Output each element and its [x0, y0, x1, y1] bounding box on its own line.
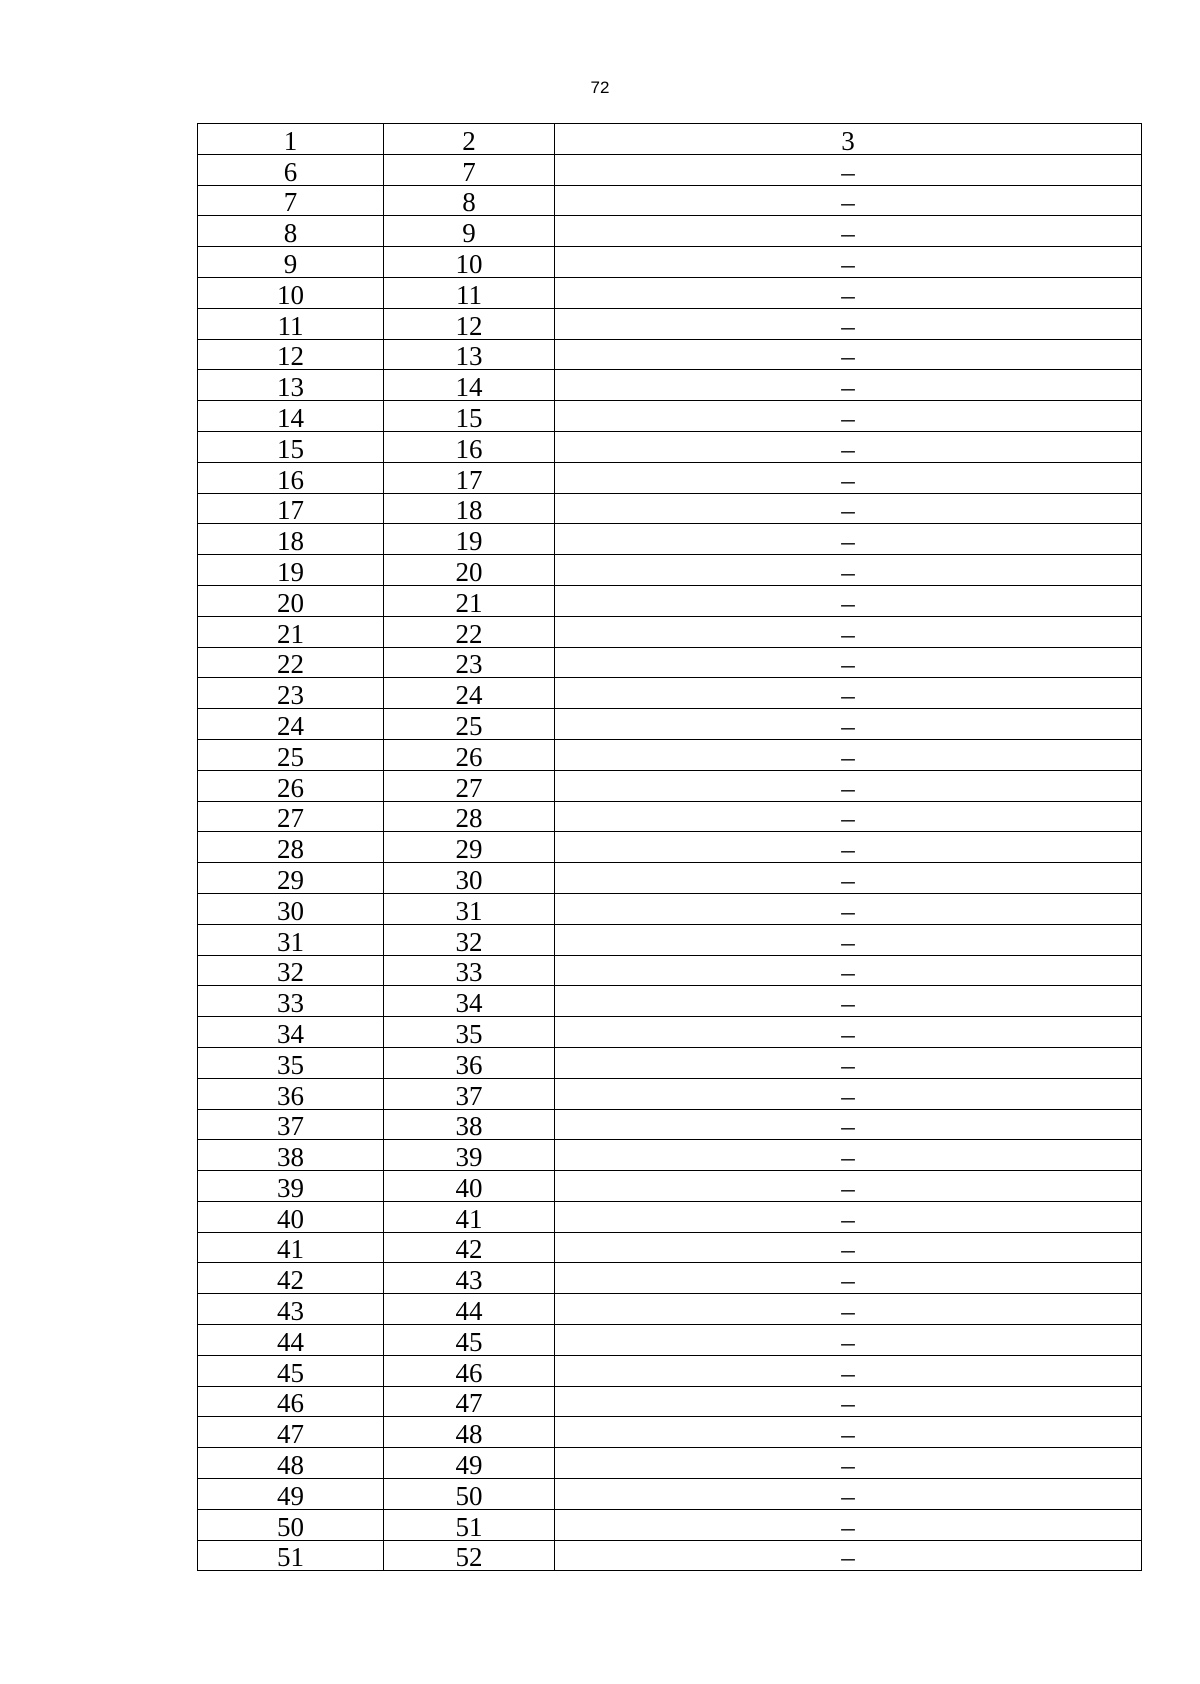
table-row [198, 1109, 1142, 1140]
table-cell-col2: 23 [384, 647, 555, 678]
table-cell-col1: 38 [198, 1140, 384, 1171]
table-row [198, 1232, 1142, 1263]
table-cell-col2: 13 [384, 339, 555, 370]
table-cell-col1: 34 [198, 1017, 384, 1048]
table-cell-col3: – [555, 986, 1142, 1017]
table-row [198, 216, 1142, 247]
table-cell-col1: 48 [198, 1448, 384, 1479]
table-row [198, 339, 1142, 370]
table-cell-col2: 50 [384, 1479, 555, 1510]
table-row [198, 739, 1142, 770]
table-cell-col3: – [555, 1540, 1142, 1571]
table-row [198, 924, 1142, 955]
table-cell-col1: 29 [198, 863, 384, 894]
table-row [198, 431, 1142, 462]
table-cell-col3: – [555, 370, 1142, 401]
table-row [198, 524, 1142, 555]
table-cell-col2: 40 [384, 1171, 555, 1202]
table-cell-col2: 41 [384, 1201, 555, 1232]
table-cell-col3: – [555, 462, 1142, 493]
column-header-2: 2 [384, 124, 555, 155]
table-row [198, 1294, 1142, 1325]
table-row [198, 1263, 1142, 1294]
table-cell-col2: 43 [384, 1263, 555, 1294]
table-cell-col3: – [555, 247, 1142, 278]
table-row [198, 277, 1142, 308]
table-cell-col1: 28 [198, 832, 384, 863]
table-cell-col3: – [555, 1479, 1142, 1510]
table-cell-col3: – [555, 863, 1142, 894]
page-number: 72 [590, 78, 610, 97]
table-cell-col2: 8 [384, 185, 555, 216]
table-cell-col1: 17 [198, 493, 384, 524]
table-cell-col2: 25 [384, 709, 555, 740]
table-cell-col3: – [555, 1078, 1142, 1109]
table-cell-col1: 23 [198, 678, 384, 709]
table-cell-col3: – [555, 1140, 1142, 1171]
data-table [197, 123, 1142, 1571]
table-row [198, 709, 1142, 740]
table-row [198, 462, 1142, 493]
table-cell-col3: – [555, 524, 1142, 555]
table-cell-col1: 37 [198, 1109, 384, 1140]
table-cell-col1: 12 [198, 339, 384, 370]
table-cell-col3: – [555, 585, 1142, 616]
table-row [198, 616, 1142, 647]
table-cell-col1: 11 [198, 308, 384, 339]
table-row [198, 1201, 1142, 1232]
table-cell-col2: 33 [384, 955, 555, 986]
table-cell-col1: 8 [198, 216, 384, 247]
table-cell-col3: – [555, 1047, 1142, 1078]
table-cell-col3: – [555, 647, 1142, 678]
table-cell-col1: 24 [198, 709, 384, 740]
table-cell-col2: 37 [384, 1078, 555, 1109]
table-cell-col2: 18 [384, 493, 555, 524]
table-cell-col1: 14 [198, 401, 384, 432]
table-cell-col1: 16 [198, 462, 384, 493]
table-row [198, 1047, 1142, 1078]
table-cell-col3: – [555, 185, 1142, 216]
table-cell-col1: 26 [198, 770, 384, 801]
table-cell-col2: 47 [384, 1386, 555, 1417]
table-row [198, 986, 1142, 1017]
table-cell-col2: 34 [384, 986, 555, 1017]
table-cell-col2: 42 [384, 1232, 555, 1263]
table-cell-col1: 25 [198, 739, 384, 770]
table-cell-col2: 19 [384, 524, 555, 555]
table-row [198, 154, 1142, 185]
table-cell-col3: – [555, 801, 1142, 832]
table-cell-col2: 22 [384, 616, 555, 647]
table-cell-col2: 38 [384, 1109, 555, 1140]
table-cell-col1: 49 [198, 1479, 384, 1510]
table-row [198, 955, 1142, 986]
table-cell-col3: – [555, 1448, 1142, 1479]
table-cell-col1: 39 [198, 1171, 384, 1202]
table-cell-col1: 46 [198, 1386, 384, 1417]
table-row [198, 247, 1142, 278]
table-cell-col3: – [555, 1417, 1142, 1448]
table-row [198, 893, 1142, 924]
table-cell-col1: 6 [198, 154, 384, 185]
table-row [198, 493, 1142, 524]
table-cell-col2: 31 [384, 893, 555, 924]
table-cell-col2: 21 [384, 585, 555, 616]
table-cell-col3: – [555, 770, 1142, 801]
table-cell-col3: – [555, 1232, 1142, 1263]
table-cell-col1: 13 [198, 370, 384, 401]
table-cell-col2: 39 [384, 1140, 555, 1171]
table-cell-col1: 40 [198, 1201, 384, 1232]
table-cell-col3: – [555, 1509, 1142, 1540]
table-cell-col3: – [555, 955, 1142, 986]
table-cell-col2: 16 [384, 431, 555, 462]
table-cell-col3: – [555, 154, 1142, 185]
table-row [198, 1448, 1142, 1479]
table-cell-col2: 49 [384, 1448, 555, 1479]
table-cell-col3: – [555, 1386, 1142, 1417]
table-cell-col3: – [555, 1109, 1142, 1140]
table-cell-col3: – [555, 678, 1142, 709]
table-cell-col1: 45 [198, 1355, 384, 1386]
table-row [198, 863, 1142, 894]
table-cell-col3: – [555, 493, 1142, 524]
table-cell-col3: – [555, 339, 1142, 370]
table-cell-col2: 24 [384, 678, 555, 709]
table-row [198, 585, 1142, 616]
table-cell-col3: – [555, 1355, 1142, 1386]
table-cell-col1: 19 [198, 555, 384, 586]
table-body [198, 154, 1142, 1571]
table-cell-col1: 50 [198, 1509, 384, 1540]
table-row [198, 308, 1142, 339]
table-cell-col2: 11 [384, 277, 555, 308]
table-row [198, 1417, 1142, 1448]
table-cell-col2: 45 [384, 1325, 555, 1356]
table-cell-col2: 7 [384, 154, 555, 185]
table-cell-col2: 26 [384, 739, 555, 770]
table-row [198, 1017, 1142, 1048]
table-cell-col3: – [555, 1294, 1142, 1325]
table-cell-col2: 48 [384, 1417, 555, 1448]
table-cell-col2: 28 [384, 801, 555, 832]
table-cell-col3: – [555, 709, 1142, 740]
table-cell-col2: 29 [384, 832, 555, 863]
table-cell-col1: 33 [198, 986, 384, 1017]
table-cell-col3: – [555, 1263, 1142, 1294]
table-cell-col3: – [555, 216, 1142, 247]
table-cell-col2: 10 [384, 247, 555, 278]
table-cell-col1: 30 [198, 893, 384, 924]
column-header-3: 3 [555, 124, 1142, 155]
table-cell-col2: 20 [384, 555, 555, 586]
table-cell-col2: 52 [384, 1540, 555, 1571]
table-cell-col2: 51 [384, 1509, 555, 1540]
table-cell-col1: 41 [198, 1232, 384, 1263]
table-cell-col2: 15 [384, 401, 555, 432]
table-row [198, 185, 1142, 216]
table-cell-col3: – [555, 401, 1142, 432]
table-cell-col1: 27 [198, 801, 384, 832]
table-row [198, 832, 1142, 863]
table-cell-col3: – [555, 1017, 1142, 1048]
column-header-1: 1 [198, 124, 384, 155]
table-cell-col1: 32 [198, 955, 384, 986]
table-row [198, 1355, 1142, 1386]
table-cell-col2: 36 [384, 1047, 555, 1078]
table-row [198, 1509, 1142, 1540]
table-cell-col1: 35 [198, 1047, 384, 1078]
table-header-row [198, 124, 1142, 155]
table-cell-col3: – [555, 1325, 1142, 1356]
table-cell-col3: – [555, 555, 1142, 586]
table-row [198, 555, 1142, 586]
table-cell-col2: 44 [384, 1294, 555, 1325]
table-cell-col2: 9 [384, 216, 555, 247]
table-cell-col3: – [555, 924, 1142, 955]
table-row [198, 678, 1142, 709]
table-row [198, 1140, 1142, 1171]
table-cell-col1: 36 [198, 1078, 384, 1109]
table-cell-col1: 43 [198, 1294, 384, 1325]
table-cell-col2: 46 [384, 1355, 555, 1386]
table-cell-col1: 47 [198, 1417, 384, 1448]
table-cell-col1: 10 [198, 277, 384, 308]
table-cell-col2: 27 [384, 770, 555, 801]
table-cell-col1: 20 [198, 585, 384, 616]
table-row [198, 647, 1142, 678]
table-cell-col1: 21 [198, 616, 384, 647]
table-row [198, 1386, 1142, 1417]
table-cell-col1: 18 [198, 524, 384, 555]
table-cell-col3: – [555, 1171, 1142, 1202]
table-cell-col1: 7 [198, 185, 384, 216]
table-cell-col3: – [555, 739, 1142, 770]
table-cell-col1: 51 [198, 1540, 384, 1571]
table-cell-col3: – [555, 832, 1142, 863]
table-cell-col1: 22 [198, 647, 384, 678]
table-row [198, 1325, 1142, 1356]
table-cell-col2: 17 [384, 462, 555, 493]
table-cell-col2: 14 [384, 370, 555, 401]
table-row [198, 401, 1142, 432]
table-row [198, 1479, 1142, 1510]
table-cell-col2: 35 [384, 1017, 555, 1048]
table-cell-col3: – [555, 277, 1142, 308]
table-cell-col3: – [555, 431, 1142, 462]
table-cell-col2: 32 [384, 924, 555, 955]
table-row [198, 1540, 1142, 1571]
table-header [198, 124, 1142, 155]
table-cell-col1: 31 [198, 924, 384, 955]
table-row [198, 370, 1142, 401]
table-cell-col3: – [555, 893, 1142, 924]
table-cell-col3: – [555, 1201, 1142, 1232]
table-cell-col3: – [555, 616, 1142, 647]
table-row [198, 1171, 1142, 1202]
table-row [198, 801, 1142, 832]
table-row [198, 770, 1142, 801]
table-row [198, 1078, 1142, 1109]
table-cell-col2: 12 [384, 308, 555, 339]
table-cell-col1: 9 [198, 247, 384, 278]
table-cell-col1: 44 [198, 1325, 384, 1356]
table-cell-col1: 15 [198, 431, 384, 462]
table-cell-col1: 42 [198, 1263, 384, 1294]
table-cell-col2: 30 [384, 863, 555, 894]
table-cell-col3: – [555, 308, 1142, 339]
